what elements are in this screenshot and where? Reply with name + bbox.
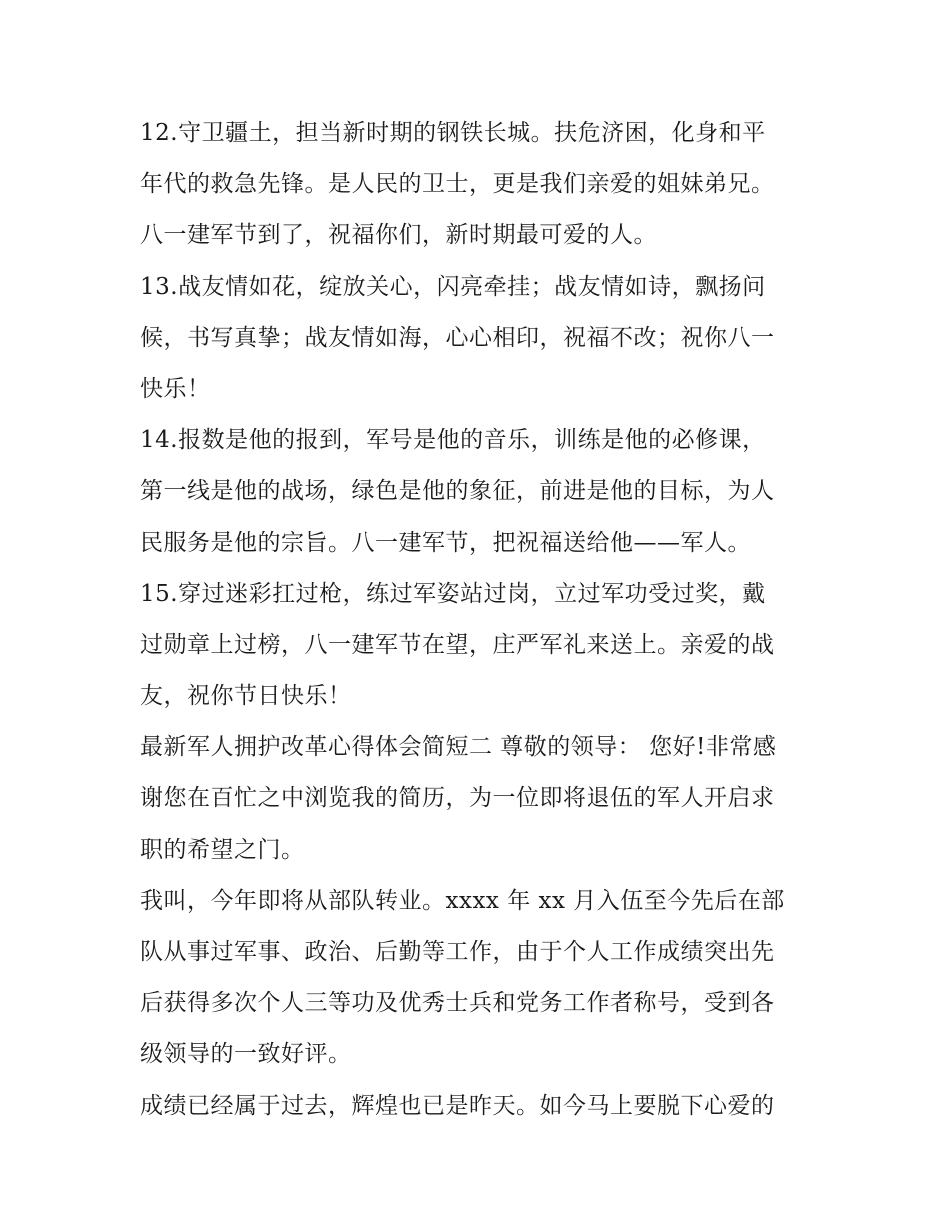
- text-line: 八一建军节到了，祝福你们，新时期最可爱的人。: [140, 222, 657, 249]
- document-body: [140, 108, 816, 1132]
- paragraph-14: [140, 415, 816, 569]
- text-line: 15.穿过迷彩扛过枪，练过军姿站过岗，立过军功受过奖，戴: [140, 580, 766, 607]
- text-line: 最新军人拥护改革心得体会简短二 尊敬的领导： 您好!非常感: [140, 734, 777, 761]
- text-line: 民服务是他的宗旨。八一建军节，把祝福送给他——军人。: [140, 529, 751, 556]
- text-line: 快乐！: [140, 375, 211, 402]
- text-line: 友，祝你节日快乐！: [140, 683, 352, 710]
- text-line: 12.守卫疆土，担当新时期的钢铁长城。扶危济困，化身和平: [140, 120, 766, 146]
- text-line: 14.报数是他的报到，军号是他的音乐，训练是他的必修课，: [140, 427, 766, 454]
- paragraph-12: [140, 108, 816, 262]
- text-line: 我叫，今年即将从部队转业。xxxx 年 xx 月入伍至今先后在部: [140, 887, 785, 914]
- text-line: 过勋章上过榜，八一建军节在望，庄严军礼来送上。亲爱的战: [140, 631, 775, 658]
- paragraph-intro: [140, 876, 816, 1081]
- paragraph-section-title: [140, 722, 816, 876]
- text-line: 候，书写真挚；战友情如海，心心相印，祝福不改；祝你八一: [140, 324, 775, 351]
- text-line: 成绩已经属于过去，辉煌也已是昨天。如今马上要脱下心爱的: [140, 1092, 775, 1119]
- paragraph-13: [140, 262, 816, 416]
- paragraph-past: [140, 1081, 816, 1132]
- text-line: 13.战友情如花，绽放关心，闪亮牵挂；战友情如诗，飘扬问: [140, 273, 766, 300]
- text-line: 第一线是他的战场，绿色是他的象征，前进是他的目标，为人: [140, 478, 775, 505]
- paragraph-15: [140, 569, 816, 723]
- text-line: 谢您在百忙之中浏览我的简历，为一位即将退伍的军人开启求: [140, 785, 775, 812]
- text-line: 级领导的一致好评。: [140, 1041, 352, 1068]
- text-line: 队从事过军事、政治、后勤等工作，由于个人工作成绩突出先: [140, 939, 775, 965]
- text-line: 年代的救急先锋。是人民的卫士，更是我们亲爱的姐妹弟兄。: [140, 171, 775, 198]
- text-line: 后获得多次个人三等功及优秀士兵和党务工作者称号，受到各: [140, 990, 775, 1017]
- text-line: 职的希望之门。: [140, 836, 305, 863]
